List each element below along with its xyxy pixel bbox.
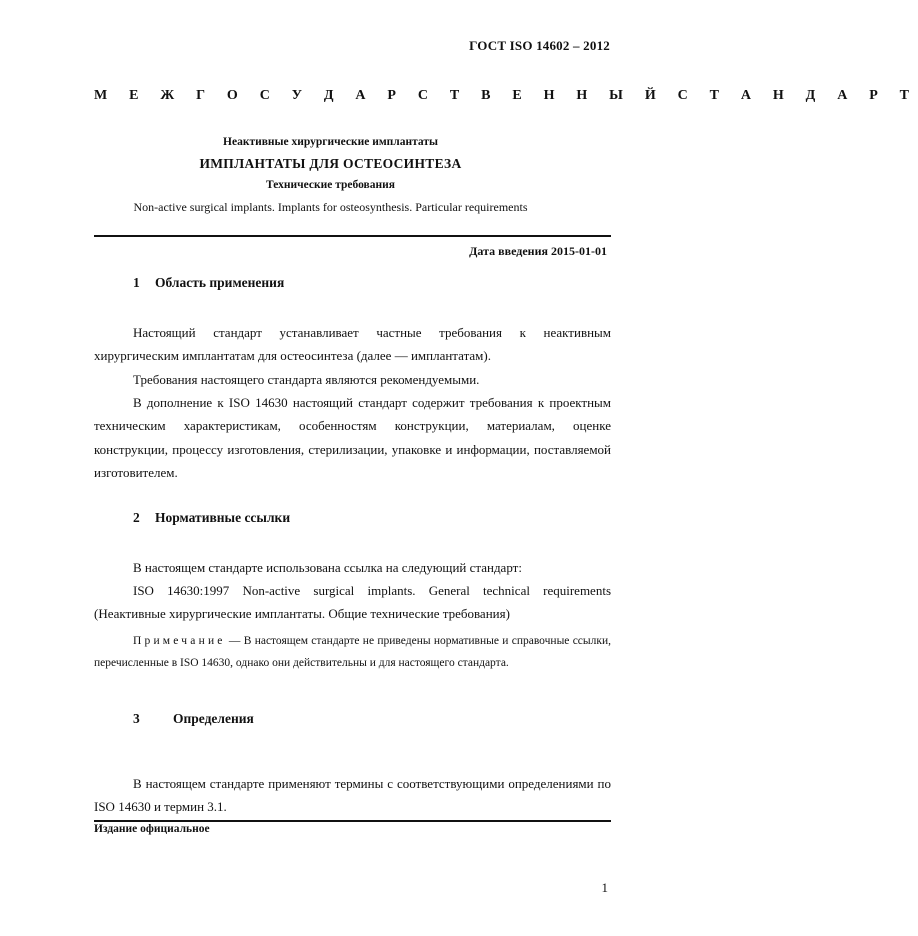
document-subtitle: Неактивные хирургические имплантаты	[223, 136, 438, 148]
section-heading-1	[133, 275, 284, 291]
note	[94, 630, 611, 674]
english-title: Non-active surgical implants. Implants for osteosynthesis. Particular requirements	[133, 200, 528, 214]
document-code: ГОСТ ISO 14602 – 2012	[469, 38, 610, 53]
section-number: 3	[133, 711, 140, 726]
section-heading-2	[133, 510, 290, 526]
section-number: 2	[133, 510, 140, 525]
effective-date: Дата введения 2015-01-01	[469, 244, 607, 258]
note-text: — В настоящем стандарте не приведены нормативные и справочные ссылки, перечисленные в ISO 14630, однако они действительны и для настоящего стандарта.	[94, 635, 611, 669]
note-label: Примечание	[133, 635, 226, 647]
section-title: Определения	[173, 711, 254, 726]
section-number: 1	[133, 275, 140, 290]
section-title: Нормативные ссылки	[155, 510, 291, 525]
paragraph: В дополнение к ISO 14630 настоящий стандарт содержит требования к проектным техническим характеристикам, особенностям конструкции, материалам, оценке конструкции, процессу изготовления, стерилизации, упаковке и информации, поставляемой изготовителем.	[94, 395, 611, 480]
top-divider	[94, 235, 611, 237]
paragraph: Требования настоящего стандарта являются рекомендуемыми.	[133, 372, 480, 387]
paragraph: В настоящем стандарте использована ссылка на следующий стандарт:	[133, 560, 522, 575]
interstate-standard-heading: М Е Ж Г О С У Д А Р С Т В Е Н Н Ы Й С Т А Н Д А Р Т	[94, 88, 918, 103]
bottom-divider	[94, 820, 611, 822]
paragraph: Настоящий стандарт устанавливает частные требования к неактивным хирургическим имплантатам для остеосинтеза (далее — имплантатам).	[94, 325, 611, 364]
page-number: 1	[601, 880, 608, 895]
paragraph: В настоящем стандарте применяют термины с соответствующими определениями по ISO 14630 и термин 3.1.	[94, 776, 611, 815]
document-subtitle-requirements: Технические требования	[266, 179, 395, 191]
section-title: Область применения	[155, 275, 285, 290]
document-title: ИМПЛАНТАТЫ ДЛЯ ОСТЕОСИНТЕЗА	[199, 156, 462, 171]
edition-label: Издание официальное	[94, 823, 210, 835]
section-heading-3	[133, 711, 254, 727]
paragraph: ISO 14630:1997 Non-active surgical implants. General technical requirements (Неактивные хирургические имплантаты. Общие технические требования)	[94, 583, 611, 622]
